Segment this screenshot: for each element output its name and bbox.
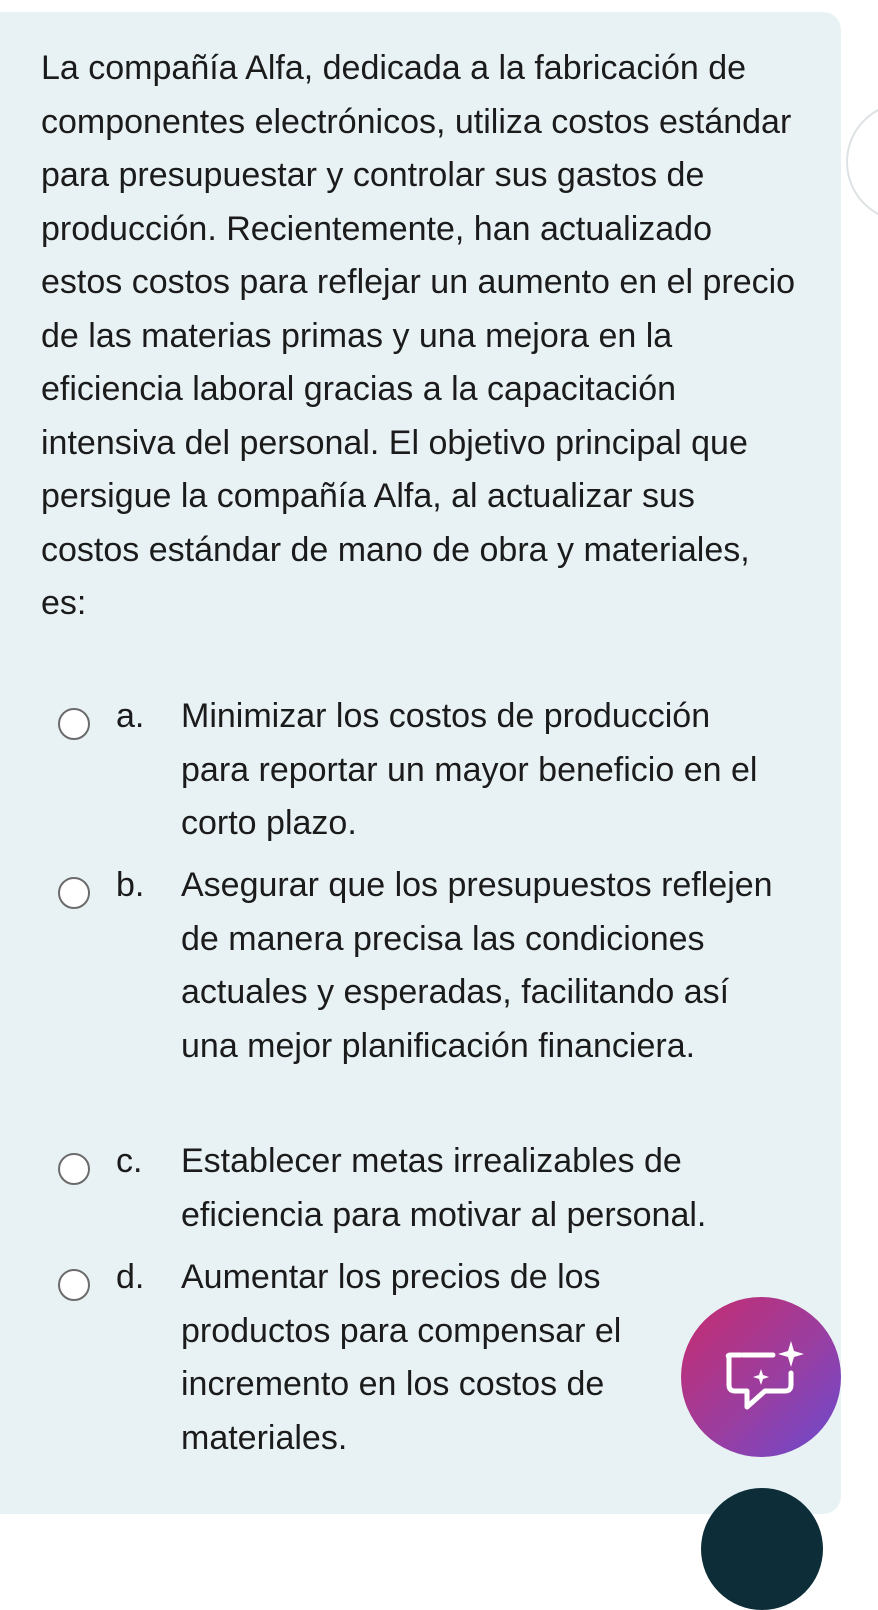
option-d-text: Aumentar los precios de los productos para compensar el incremento en los costos de materiales. [181,1258,622,1457]
sparkle-chat-icon [681,1297,841,1457]
question-text: La compañía Alfa, dedicada a la fabricación de componentes electrónicos, utiliza costos estándar para presupuestar y controlar sus gastos de producción. Recientemente, han actualizado estos costos para reflejar un aumento en el precio de las materias primas y una mejora en la eficiencia laboral gracias a la capacitación intensiva del personal. El objetivo principal que persigue la compañía Alfa, al actualizar sus costos estándar de mano de obra y materiales, es: [41,49,796,622]
option-c-letter: c. [116,1142,143,1180]
option-a-letter: a. [116,697,145,735]
radio-button-a[interactable] [58,708,90,740]
option-d-letter: d. [116,1258,145,1296]
scroll-indicator[interactable] [701,1488,823,1610]
radio-button-c[interactable] [58,1153,90,1185]
radio-button-d[interactable] [58,1269,90,1301]
side-panel-handle[interactable] [846,102,878,222]
option-b-text: Asegurar que los presupuestos reflejen de manera precisa las condiciones actuales y esperadas, facilitando así una mejor planificación financiera. [181,866,773,1065]
option-c-text: Establecer metas irrealizables de eficiencia para motivar al personal. [181,1142,707,1234]
ai-assistant-button[interactable] [681,1297,841,1457]
option-b-letter: b. [116,866,145,904]
option-a-text: Minimizar los costos de producción para reportar un mayor beneficio en el corto plazo. [181,697,758,842]
radio-button-b[interactable] [58,877,90,909]
